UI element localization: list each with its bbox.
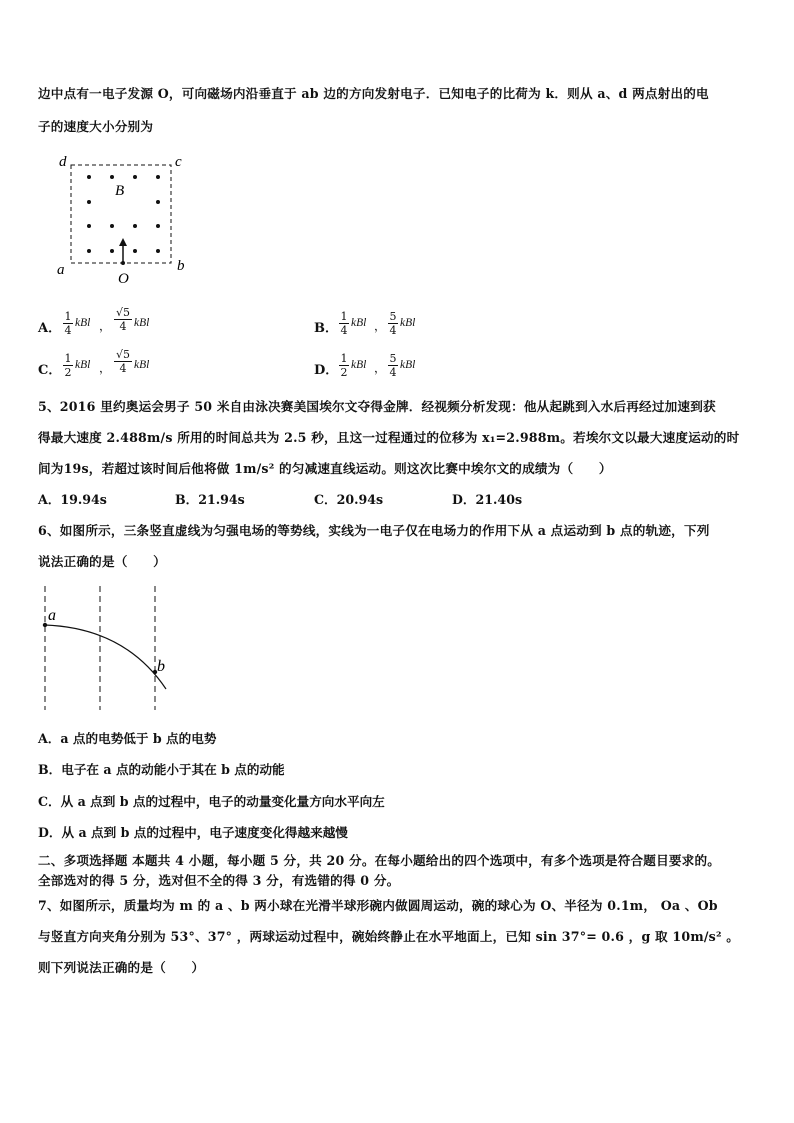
q7-text-line1: 7、如图所示，质量均为 m 的 a 、b 两小球在光滑半球形碗内做圆周运动，碗的球心为 O、半径为 0.1m， Oa 、Ob [38, 898, 718, 913]
q5-text-line3: 间为19s，若超过该时间后他将做 1m/s² 的匀减速直线运动。则这次比赛中埃尔文的成绩为（ ） [38, 461, 612, 476]
fraction-2: 5 4 [389, 352, 397, 379]
q6-text-line2: 说法正确的是（ ） [38, 554, 166, 569]
label-b: b [157, 658, 165, 675]
q6-choice-b[interactable]: B．电子在 a 点的动能小于其在 b 点的动能 [38, 762, 285, 777]
label-b: b [177, 258, 185, 274]
label-a: a [48, 607, 56, 624]
electron-trajectory [45, 625, 166, 689]
fraction-1: 1 4 [340, 310, 348, 337]
q7-text-line2: 与竖直方向夹角分别为 53°、37° ，两球运动过程中，碗始终静止在水平地面上，已知 sin 37°= 0.6 ，g 取 10m/s² 。 [38, 929, 740, 944]
q5-choice-b[interactable]: B．21.94s [175, 492, 245, 507]
point-a [43, 623, 47, 627]
q4-magnetic-field-figure [50, 150, 200, 290]
option-label: C． [38, 363, 62, 378]
q4-text-line2: 子的速度大小分别为 [38, 119, 154, 134]
label-a: a [57, 262, 65, 278]
q5-text-line1: 5、2016 里约奥运会男子 50 米自由泳决赛美国埃尔文夺得金牌．经视频分析发现：他从起跳到入水后再经过加速到获 [38, 399, 716, 414]
q5-choice-d[interactable]: D．21.40s [452, 492, 523, 507]
q5-text-line2: 得最大速度 2.488m/s 所用的时间总共为 2.5 秒，且这一过程通过的位移为 x₁=2.988m。若埃尔文以最大速度运动的时 [38, 430, 740, 445]
source-point-O [121, 261, 125, 265]
option-label: B． [314, 321, 338, 336]
section2-instructions-line2: 全部选对的得 5 分，选对但不全的得 3 分，有选错的得 0 分。 [38, 873, 400, 888]
arrow-head [119, 238, 127, 246]
q6-choice-c[interactable]: C．从 a 点到 b 点的过程中，电子的动量变化量方向水平向左 [38, 794, 385, 809]
fraction-2: 5 4 [389, 310, 397, 337]
option-label: A． [38, 321, 62, 336]
q6-choice-d[interactable]: D．从 a 点到 b 点的过程中，电子速度变化得越来越慢 [38, 825, 348, 840]
q5-choice-c[interactable]: C．20.94s [314, 492, 384, 507]
option-label: D． [314, 363, 339, 378]
q6-choice-a[interactable]: A．a 点的电势低于 b 点的电势 [38, 731, 217, 746]
field-boundary [71, 165, 171, 263]
q6-text-line1: 6、如图所示，三条竖直虚线为匀强电场的等势线，实线为一电子仅在电场力的作用下从 a 点运动到 b 点的轨迹，下列 [38, 523, 710, 538]
label-B: B [115, 183, 125, 199]
fraction-2: √5 4 [115, 348, 130, 375]
label-d: d [59, 154, 67, 170]
fraction-1: 1 2 [64, 352, 72, 379]
label-O: O [118, 271, 129, 287]
q5-choice-a[interactable]: A．19.94s [38, 492, 107, 507]
section2-instructions-line1: 二、多项选择题 本题共 4 小题，每小题 5 分，共 20 分。在每小题给出的四个选项中，有多个选项是符合题目要求的。 [38, 853, 721, 868]
fraction-2: √5 4 [115, 306, 130, 333]
q6-electric-field-figure [30, 582, 180, 714]
q7-text-line3: 则下列说法正确的是（ ） [38, 960, 205, 975]
fraction-1: 1 2 [340, 352, 348, 379]
label-c: c [175, 154, 182, 170]
fraction-1: 1 4 [64, 310, 72, 337]
q4-text-line1: 边中点有一电子发源 O，可向磁场内沿垂直于 ab 边的方向发射电子．已知电子的比荷为 k．则从 a、d 两点射出的电 [38, 86, 709, 101]
